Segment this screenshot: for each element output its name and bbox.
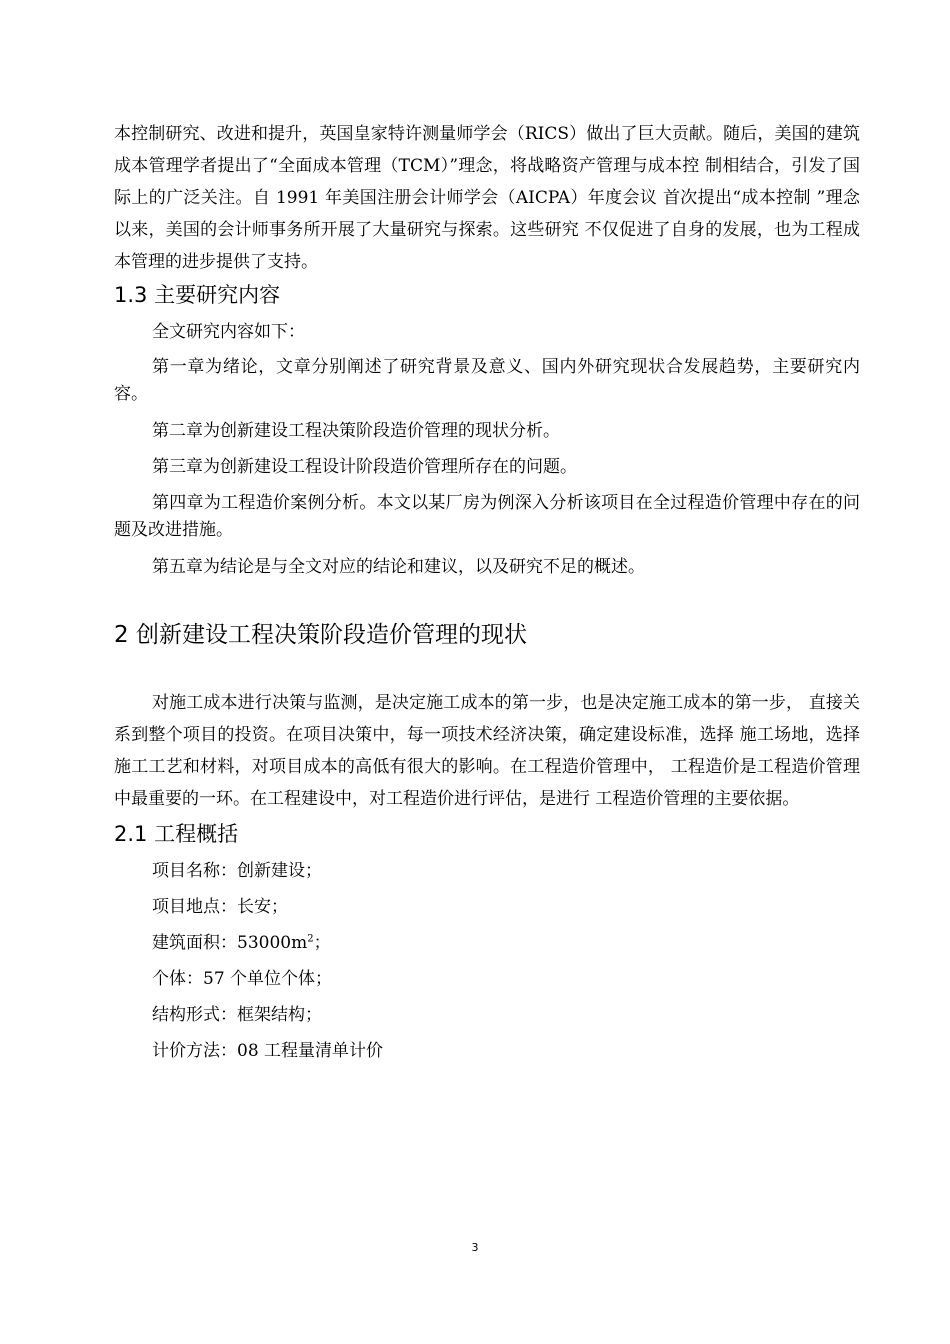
chapter-1: 第一章为绪论，文章分别阐述了研究背景及意义、国内外研究现状合发展趋势，主要研究内容。 <box>114 357 860 404</box>
chapter-3: 第三章为创新建设工程设计阶段造价管理所存在的问题。 <box>152 457 577 477</box>
unit-count: 个体：57 个单位个体； <box>152 969 333 989</box>
section-heading-2: 2 创新建设工程决策阶段造价管理的现状 <box>114 622 527 648</box>
chapter-2: 第二章为创新建设工程决策阶段造价管理的现状分析。 <box>152 421 560 441</box>
chapter-5: 第五章为结论是与全文对应的结论和建议，以及研究不足的概述。 <box>152 557 645 577</box>
page-number: 3 <box>471 1241 479 1254</box>
building-area-label: 建筑面积：53000m <box>152 933 308 953</box>
section-1-3-lead: 全文研究内容如下： <box>152 322 305 342</box>
pricing-method: 计价方法：08 工程量清单计价 <box>152 1041 384 1061</box>
intro-paragraph: 本控制研究、改进和提升，英国皇家特许测量师学会（RICS）做出了巨大贡献。随后，美国的建筑成本管理学者提出了“全面成本管理（TCM）”理念，将战略资产管理与成本控 制相结合，引发了国际上的广泛关注。自 1991 年美国注册会计师学会（AICPA）年度会议 首次提出“成本控制 ”理念以来，美国的会计师事务所开展了大量研究与探索。这些研究 不仅促进了自身的发展，也为工程成本管理的进步提供了支持。 <box>114 124 860 272</box>
building-area-sup: 2 <box>307 933 314 945</box>
section-heading-2-1: 2.1 工程概括 <box>114 822 239 846</box>
document-page <box>114 118 860 1069</box>
section-2-paragraph: 对施工成本进行决策与监测，是决定施工成本的第一步，也是决定施工成本的第一步， 直接关系到整个项目的投资。在项目决策中，每一项技术经济决策，确定建设标准，选择 施工场地，选择施工工艺和材料，对项目成本的高低有很大的影响。在工程造价管理中， 工程造价是工程造价管理中最重要的一环。在工程建设中，对工程造价进行评估，是进行 工程造价管理的主要依据。 <box>114 693 860 809</box>
structure-form: 结构形式：框架结构； <box>152 1005 322 1025</box>
building-area-suffix: ； <box>313 933 331 953</box>
chapter-4: 第四章为工程造价案例分析。本文以某厂房为例深入分析该项目在全过程造价管理中存在的问题及改进措施。 <box>114 493 860 540</box>
project-name: 项目名称：创新建设； <box>152 861 322 881</box>
project-location: 项目地点：长安； <box>152 897 288 917</box>
section-heading-1-3: 1.3 主要研究内容 <box>114 283 281 307</box>
building-area <box>114 925 860 961</box>
